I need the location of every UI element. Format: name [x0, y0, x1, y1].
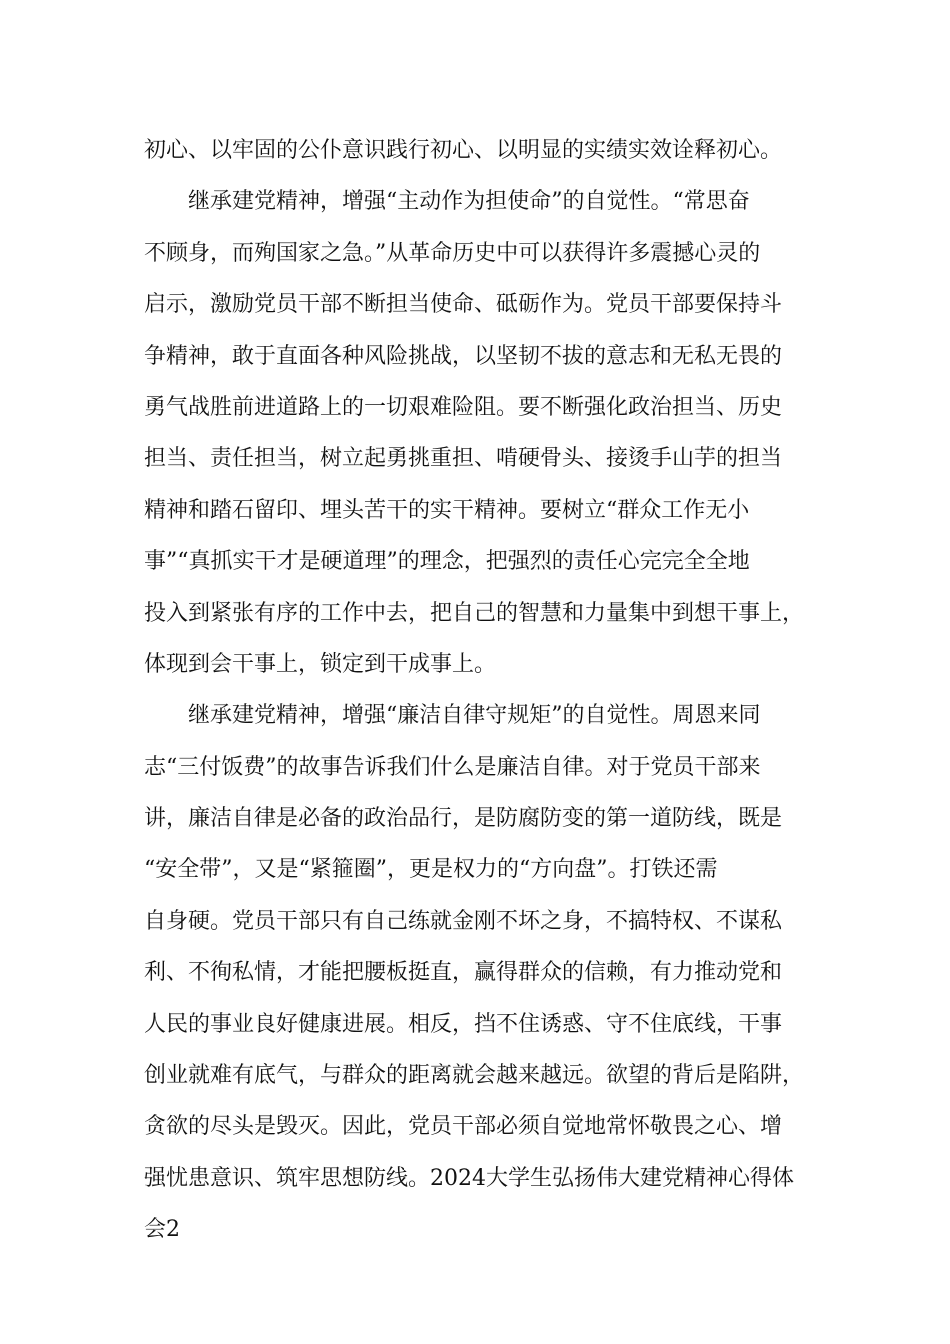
document-body — [144, 125, 824, 1256]
paragraph-line: 志“三付饭费”的故事告诉我们什么是廉洁自律。对于党员干部来 — [144, 754, 761, 780]
paragraph-line: 贪欲的尽头是毁灭。因此，党员干部必须自觉地常怀敬畏之心、增 — [144, 1114, 783, 1140]
paragraph-line: 精神和踏石留印、埋头苦干的实干精神。要树立“群众工作无小 — [144, 497, 750, 523]
paragraph-line: 启示，激励党员干部不断担当使命、砥砺作为。党员干部要保持斗 — [144, 292, 783, 318]
paragraph-line: 事”“真抓实干才是硬道理”的理念，把强烈的责任心完完全全地 — [144, 549, 750, 575]
paragraph-line: 体现到会干事上，锁定到干成事上。 — [144, 651, 497, 677]
paragraph-first-line: 继承建党精神，增强“主动作为担使命”的自觉性。“常思奋 — [188, 189, 750, 215]
paragraph-line: 勇气战胜前进道路上的一切艰难险阻。要不断强化政治担当、历史 — [144, 394, 783, 420]
paragraph-first-line: 继承建党精神，增强“廉洁自律守规矩”的自觉性。周恩来同 — [188, 703, 761, 729]
paragraph-line: 创业就难有底气，与群众的距离就会越来越远。欲望的背后是陷阱， — [144, 1063, 805, 1089]
paragraph-line: “安全带”，又是“紧箍圈”，更是权力的“方向盘”。打铁还需 — [144, 857, 718, 883]
paragraph-line: 争精神，敢于直面各种风险挑战，以坚韧不拔的意志和无私无畏的 — [144, 343, 783, 369]
paragraph-line: 初心、以牢固的公仆意识践行初心、以明显的实绩实效诠释初心。 — [144, 138, 783, 163]
paragraph-line: 自身硬。党员干部只有自己练就金刚不坏之身，不搞特权、不谋私 — [144, 908, 783, 934]
paragraph-line: 人民的事业良好健康进展。相反，挡不住诱惑、守不住底线，干事 — [144, 1011, 783, 1037]
paragraph-line: 不顾身，而殉国家之急。”从革命历史中可以获得许多震撼心灵的 — [144, 240, 761, 266]
paragraph-line: 会2 — [144, 1217, 180, 1243]
paragraph-line: 利、不徇私情，才能把腰板挺直，赢得群众的信赖，有力推动党和 — [144, 960, 783, 986]
paragraph-line: 强忧患意识、筑牢思想防线。2024大学生弘扬伟大建党精神心得体 — [144, 1165, 794, 1191]
paragraph-line: 担当、责任担当，树立起勇挑重担、啃硬骨头、接烫手山芋的担当 — [144, 446, 783, 472]
paragraph-line: 讲，廉洁自律是必备的政治品行，是防腐防变的第一道防线，既是 — [144, 806, 783, 832]
paragraph-line: 投入到紧张有序的工作中去，把自己的智慧和力量集中到想干事上， — [144, 600, 805, 626]
